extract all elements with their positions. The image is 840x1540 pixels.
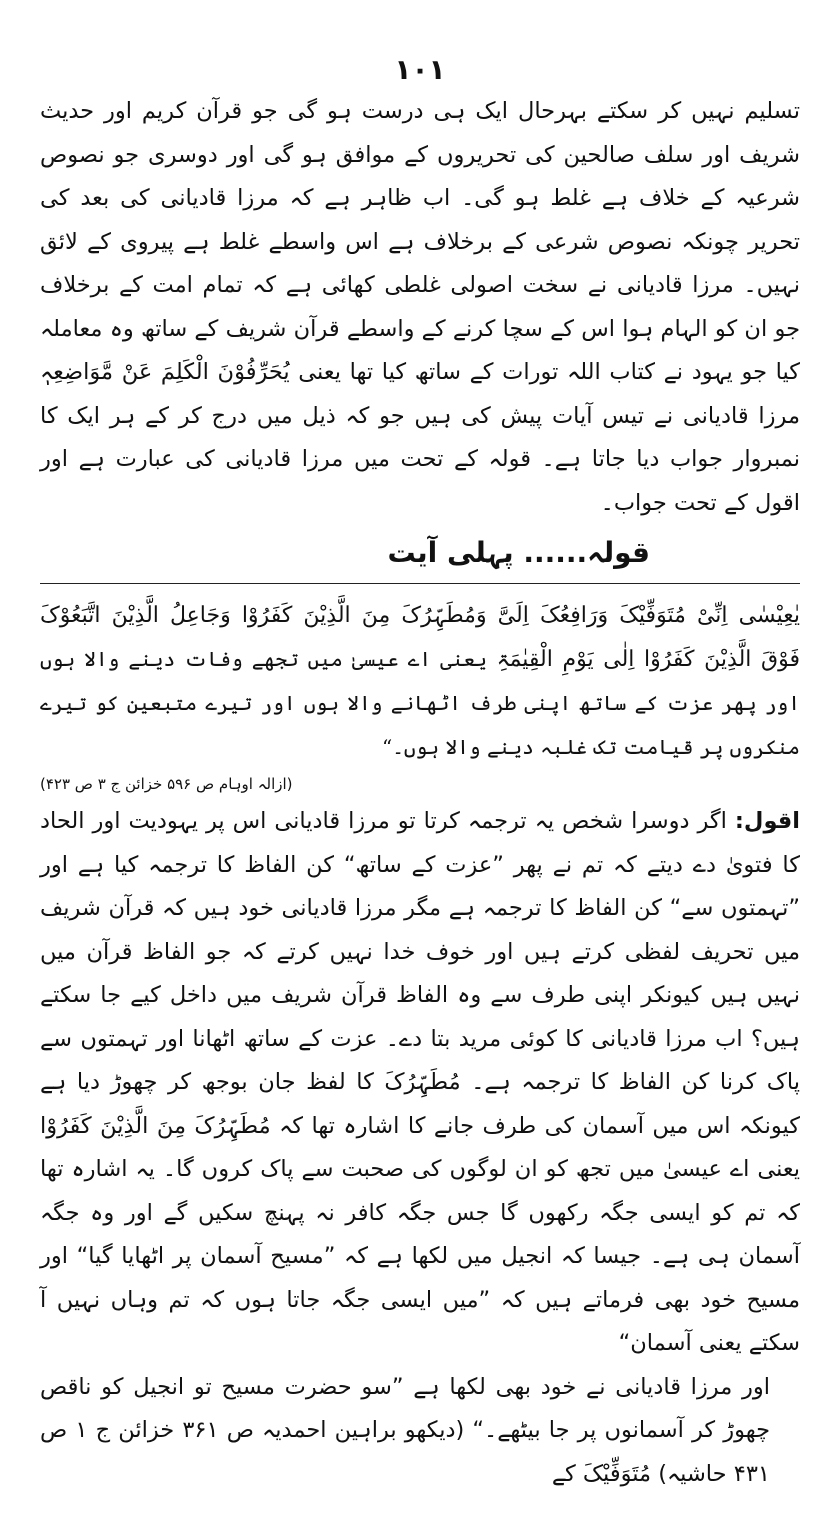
aqool-text: اگر دوسرا شخص یہ ترجمہ کرتا تو مرزا قادیانی اس پر یہودیت اور الحاد کا فتویٰ دے دیتے کہ تم نے پھر ”عزت کے ساتھ“ کن الفاظ کا ترجمہ کیا ہے اور ”تہمتوں سے“ کن الفاظ کا ترجمہ ہے مگر مرزا قادیانی خود ہیں کہ قرآن شریف میں تحریف لفظی کرتے ہیں اور خوف خدا نہیں کرتے کہ جو الفاظ قرآن میں نہیں ہیں کیونکر اپنی طرف سے وہ الفاظ قرآن شریف میں داخل کیے جا سکتے ہیں؟ اب مرزا قادیانی کا کوئی مرید بتا دے۔ عزت کے ساتھ اٹھانا اور تہمتوں سے پاک کرنا کن الفاظ کا ترجمہ ہے۔ مُطَہِّرُکَ کا لفظ جان بوجھ کر چھوڑ دیا ہے کیونکہ اس میں آسمان کی طرف جانے کا اشارہ تھا کہ مُطَہِّرُکَ مِنَ الَّذِیْنَ کَفَرُوْا یعنی اے عیسیٰ میں تجھ کو ان لوگوں کی صحبت سے پاک کروں گا۔ یہ اشارہ تھا کہ تم کو ایسی جگہ رکھوں گا جس جگہ کافر نہ پہنچ سکیں گے اور وہ جگہ آسمان ہی ہے۔ جیسا کہ انجیل میں لکھا ہے کہ ”مسیح آسمان پر اٹھایا گیا“ اور مسیح خود بھی فرماتے ہیں کہ ”میں ایسی جگہ جاتا ہوں کہ تم وہاں نہیں آ سکتے یعنی آسمان“ [40, 808, 800, 1356]
paragraph-aqool [40, 800, 800, 1366]
quran-verse [40, 594, 800, 770]
section-heading: قولہ...... پہلی آیت [387, 536, 650, 569]
paragraph-intro: تسلیم نہیں کر سکتے بہرحال ایک ہی درست ہو گی جو قرآن کریم اور حدیث شریف اور سلف صالحین کی تحریروں کے موافق ہو گی اور دوسری جو نصوص شرعیہ کے خلاف ہے غلط ہو گی۔ اب ظاہر ہے کہ مرزا قادیانی کی بعد کی تحریر چونکہ نصوص شرعی کے برخلاف ہے اس واسطے غلط ہے پیروی کے لائق نہیں۔ مرزا قادیانی نے سخت اصولی غلطی کھائی ہے کہ تمام امت کے برخلاف جو ان کو الہام ہوا اس کے سچا کرنے کے واسطے قرآن شریف کے ساتھ وہ معاملہ کیا جو یہود نے کتاب اللہ تورات کے ساتھ کیا تھا یعنی یُحَرِّفُوْنَ الْکَلِمَ عَنْ مَّوَاضِعِہٖ مرزا قادیانی نے تیس آیات پیش کی ہیں جو کہ ذیل میں درج کر کے ہر ایک کا نمبروار جواب دیا جاتا ہے۔ قولہ کے تحت میں مرزا قادیانی کی عبارت ہے اور اقول کے تحت جواب۔ [40, 98, 800, 516]
paragraph-last: اور مرزا قادیانی نے خود بھی لکھا ہے ”سو حضرت مسیح تو انجیل کو ناقص چھوڑ کر آسمانوں پر جا بیٹھے۔“ (دیکھو براہین احمدیہ ص ۳۶۱ خزائن ج ۱ ص ۴۳۱ حاشیہ) مُتَوَفِّیْکَ کے [40, 1373, 770, 1487]
aqool-label: اقول: [734, 808, 800, 834]
page-number: ١٠١ [394, 53, 446, 86]
document-page [40, 50, 800, 1520]
verse-translation: یعنی اے عیسیٰ میں تجھے وفات دینے والا ہوں اور پھر عزت کے ساتھ اپنی طرف اٹھانے والا ہوں اور تیرے متبعین کو تیرے منکروں پر قیامت تک غلبہ دینے والا ہوں۔“ [40, 647, 800, 759]
citation-reference: (ازالہ اوہام ص ۵۹۶ خزائن ج ۳ ص ۴۲۳) [40, 775, 293, 793]
quran-verse-text: یٰعِیْسٰی اِنِّیْ مُتَوَفِّیْکَ وَرَافِعُکَ اِلَیَّ وَمُطَہِّرُکَ مِنَ الَّذِیْنَ کَفَرُوْا وَجَاعِلُ الَّذِیْنَ اتَّبَعُوْکَ فَوْقَ الَّذِیْنَ کَفَرُوْا اِلٰی یَوْمِ الْقِیٰمَۃِ [40, 603, 800, 672]
heading-rule [40, 583, 800, 584]
